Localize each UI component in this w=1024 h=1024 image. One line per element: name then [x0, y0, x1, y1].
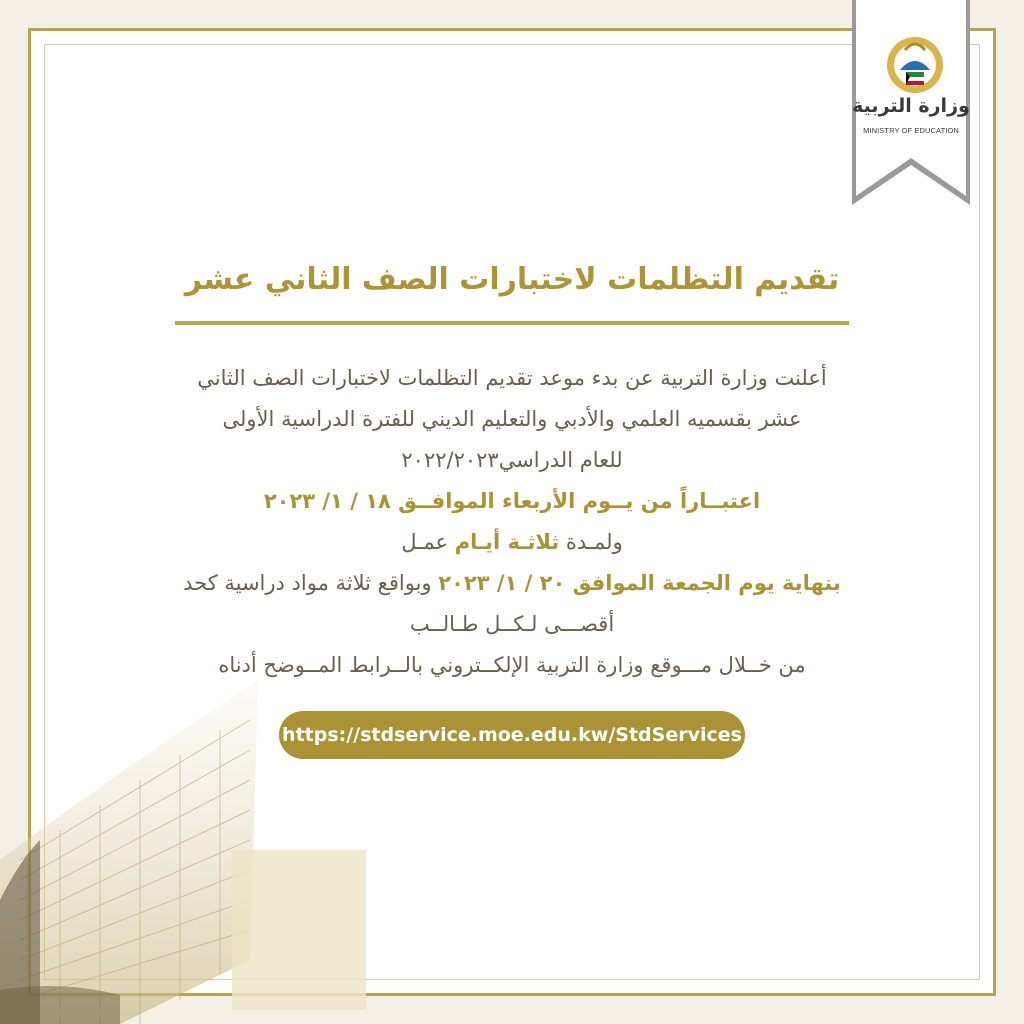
- per-student-line: أقصـــى لـكــل طـالــب: [409, 612, 615, 636]
- service-link-button[interactable]: [279, 711, 745, 759]
- announcement-title: تقديم التظلمات لاختبارات الصف الثاني عشر: [184, 262, 840, 297]
- duration-suffix: عمـل: [401, 530, 448, 554]
- website-line: من خــلال مـــوقع وزارة التربية الإلكــتروني بالــرابط المــوضح أدناه: [218, 653, 806, 677]
- start-date-line: اعتبــاراً من يــوم الأربعاء الموافــق ١٨ / ١/ ٢٠٢٣: [263, 489, 761, 513]
- duration-highlight: ثلاثـة أيـام: [454, 530, 560, 554]
- announcement-body: [90, 358, 934, 686]
- ministry-name-english: MINISTRY OF EDUCATION: [863, 126, 959, 135]
- duration-prefix: ولمـدة: [565, 530, 623, 554]
- duration-line: [90, 522, 934, 563]
- service-link-text[interactable]: https://stdservice.moe.edu.kw/StdServices: [282, 724, 742, 746]
- body-line-3: للعام الدراسي٢٠٢٢/٢٠٢٣: [401, 448, 623, 472]
- body-line-2: عشر بقسميه العلمي والأدبي والتعليم الديني للفترة الدراسية الأولى: [222, 407, 802, 431]
- subjects-limit-text: وبواقع ثلاثة مواد دراسية كحد: [183, 571, 432, 595]
- end-date-highlight: بنهاية يوم الجمعة الموافق ٢٠ / ١/ ٢٠٢٣: [438, 571, 841, 595]
- ministry-name-arabic: وزارة التربية: [852, 95, 970, 117]
- title-divider: [175, 321, 849, 325]
- kuwait-emblem-icon: [880, 30, 950, 100]
- end-date-line: [90, 563, 934, 604]
- body-line-1: أعلنت وزارة التربية عن بدء موعد تقديم التظلمات لاختبارات الصف الثاني: [197, 366, 827, 390]
